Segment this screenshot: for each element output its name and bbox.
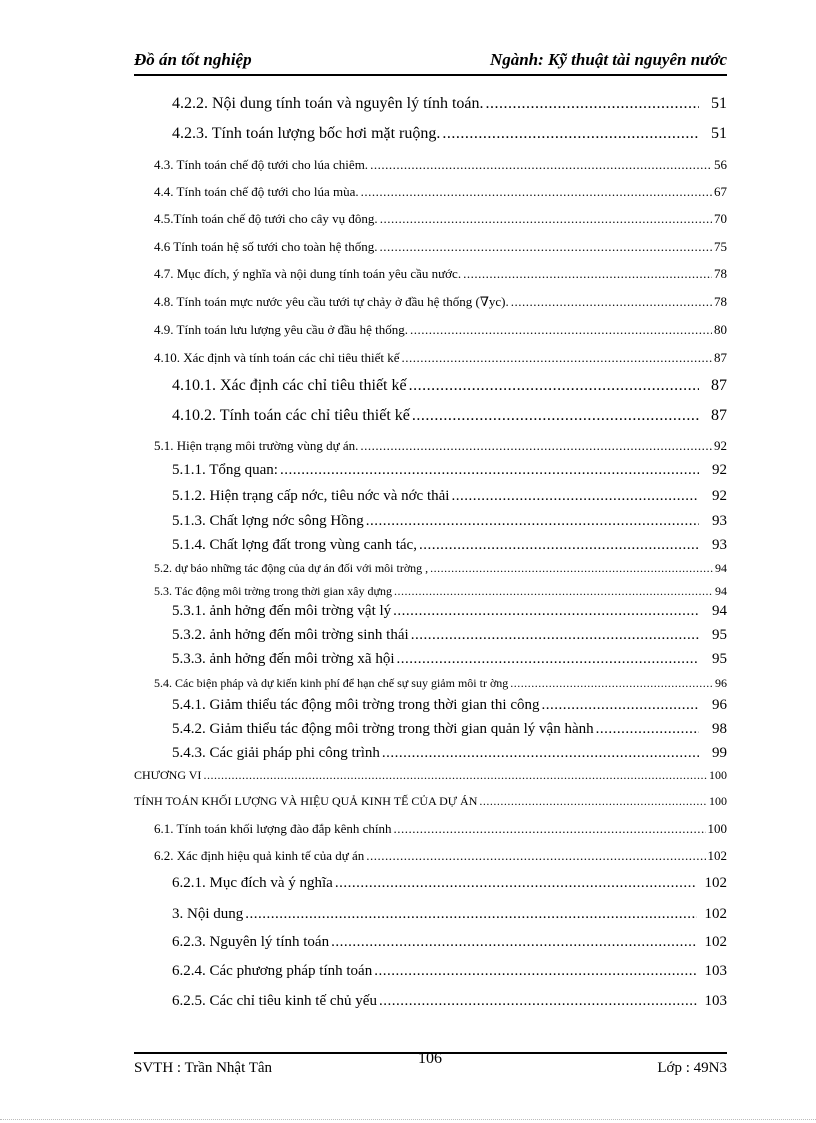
- toc-entry[interactable]: [154, 184, 727, 200]
- toc-entry[interactable]: [172, 603, 727, 620]
- header-major: Ngành: Kỹ thuật tài nguyên nước: [489, 50, 727, 69]
- toc-entry-title: 4.9. Tính toán lưu lượng yêu cầu ở đầu hệ thống.: [154, 322, 408, 337]
- toc-entry-title: CHƯƠNG VI: [134, 768, 202, 782]
- toc-entry-page: 95: [712, 651, 727, 667]
- toc-entry-page: 94: [715, 584, 727, 598]
- toc-entry[interactable]: [172, 462, 727, 479]
- toc-entry[interactable]: [154, 438, 727, 454]
- toc-entry[interactable]: [172, 697, 727, 714]
- toc-entry-page: 78: [714, 266, 727, 281]
- toc-entry[interactable]: [154, 848, 727, 864]
- toc-entry[interactable]: [172, 934, 727, 951]
- toc-entry-page: 87: [711, 407, 727, 424]
- toc-entry-page: 96: [715, 676, 727, 690]
- toc-entry-page: 51: [711, 125, 727, 142]
- toc-entry-title: 5.2. dự báo những tác động của dự án đối với môi trờng ,: [154, 561, 429, 575]
- toc-entry-title: 5.4.2. Giảm thiểu tác động môi trờng trong thời gian quản lý vận hành: [172, 721, 594, 737]
- toc-entry-page: 56: [714, 157, 727, 172]
- toc-entry-title: 4.7. Mục đích, ý nghĩa và nội dung tính toán yêu cầu nước.: [154, 266, 462, 281]
- toc-entry-title: 3. Nội dung: [172, 906, 244, 922]
- page-header: [134, 48, 727, 76]
- footer-student-name: SVTH : Trần Nhật Tân: [134, 1060, 273, 1076]
- toc-entry-title: 6.1. Tính toán khối lượng đào đắp kênh chính: [154, 821, 392, 836]
- toc-entry-page: 96: [712, 697, 727, 713]
- toc-entry-title: 5.4.1. Giảm thiểu tác động môi trờng trong thời gian thi công: [172, 697, 540, 713]
- toc-entry[interactable]: [172, 377, 727, 395]
- toc-entry-title: 6.2.1. Mục đích và ý nghĩa: [172, 875, 333, 891]
- toc-entry[interactable]: [172, 993, 727, 1010]
- toc-entry-title: 4.10.2. Tính toán các chỉ tiêu thiết kế: [172, 407, 410, 424]
- toc-entry-title: 4.2.2. Nội dung tính toán và nguyên lý tính toán.: [172, 95, 484, 112]
- toc-entry[interactable]: [154, 266, 727, 282]
- toc-entry[interactable]: [154, 676, 727, 691]
- page-bottom-divider: [0, 1119, 816, 1120]
- toc-entry-title: 4.5.Tính toán chế độ tưới cho cây vụ đông.: [154, 211, 378, 226]
- toc-entry-page: 102: [707, 848, 727, 863]
- toc-entry-page: 103: [704, 993, 727, 1009]
- toc-entry[interactable]: [172, 721, 727, 738]
- toc-entry[interactable]: [154, 294, 727, 310]
- toc-entry-title: 4.3. Tính toán chế độ tưới cho lúa chiêm.: [154, 157, 369, 172]
- toc-entry[interactable]: [154, 239, 727, 255]
- toc-entry-page: 100: [707, 821, 727, 836]
- toc-entry[interactable]: [172, 95, 727, 113]
- toc-entry-page: 51: [711, 95, 727, 112]
- toc-entry-page: 75: [714, 239, 727, 254]
- toc-entry-page: 102: [704, 906, 727, 922]
- toc-entry-page: 67: [714, 184, 727, 199]
- toc-entry-title: 4.2.3. Tính toán lượng bốc hơi mặt ruộng.: [172, 125, 441, 142]
- toc-entry-title: 4.8. Tính toán mực nước yêu cầu tưới tự chảy ở đầu hệ thống (∇yc).: [154, 294, 509, 309]
- toc-entry[interactable]: [172, 875, 727, 892]
- toc-entry-page: 92: [712, 462, 727, 478]
- toc-entry[interactable]: [172, 745, 727, 762]
- toc-entry-title: 6.2.3. Nguyên lý tính toán: [172, 934, 330, 950]
- toc-entry[interactable]: [172, 963, 727, 980]
- footer-page-number: 106: [418, 1050, 442, 1067]
- toc-entry-title: 5.4.3. Các giải pháp phi công trình: [172, 745, 380, 761]
- toc-entry[interactable]: [154, 821, 727, 837]
- toc-entry[interactable]: [172, 488, 727, 505]
- footer-class: Lớp : 49N3: [657, 1060, 727, 1076]
- header-thesis-title: Đồ án tốt nghiệp: [134, 50, 252, 69]
- toc-entry-title: 4.4. Tính toán chế độ tưới cho lúa mùa.: [154, 184, 359, 199]
- toc-chapter-entry[interactable]: [134, 768, 727, 783]
- toc-entry-title: 5.1.3. Chất lợng nớc sông Hồng: [172, 513, 364, 529]
- toc-entry-page: 94: [712, 603, 727, 619]
- toc-entry[interactable]: [172, 407, 727, 425]
- toc-entry-title: 5.4. Các biện pháp và dự kiến kinh phí để hạn chế sự suy giảm môi tr ờng: [154, 676, 509, 690]
- toc-entry[interactable]: [154, 350, 727, 366]
- toc-entry-page: 92: [714, 438, 727, 453]
- toc-entry-page: 87: [714, 350, 727, 365]
- toc-entry-page: 78: [714, 294, 727, 309]
- toc-entry[interactable]: [154, 561, 727, 576]
- toc-entry-title: 5.1. Hiện trạng môi trường vùng dự án.: [154, 438, 359, 453]
- toc-entry-title: TÍNH TOÁN KHỐI LƯỢNG VÀ HIỆU QUẢ KINH TẾ CỦA DỰ ÁN: [134, 794, 478, 808]
- toc-entry-page: 102: [704, 875, 727, 891]
- toc-entry[interactable]: [154, 322, 727, 338]
- toc-chapter-title-entry[interactable]: [134, 794, 727, 809]
- toc-entry[interactable]: [172, 651, 727, 668]
- toc-entry-page: 87: [711, 377, 727, 394]
- toc-entry-title: 5.3.2. ảnh hởng đến môi trờng sinh thái: [172, 627, 409, 643]
- page-footer: [134, 1052, 727, 1084]
- toc-entry-title: 5.1.2. Hiện trạng cấp nớc, tiêu nớc và nớc thải: [172, 488, 450, 504]
- toc-entry-page: 103: [704, 963, 727, 979]
- toc-entry[interactable]: [172, 537, 727, 554]
- toc-entry-title: 4.6 Tính toán hệ số tưới cho toàn hệ thống.: [154, 239, 378, 254]
- toc-entry-title: 5.1.1. Tổng quan:: [172, 462, 278, 478]
- toc-entry-title: 5.3.3. ảnh hởng đến môi trờng xã hội: [172, 651, 395, 667]
- toc-entry-page: 98: [712, 721, 727, 737]
- toc-entry-page: 100: [709, 794, 727, 808]
- toc-entry-page: 93: [712, 513, 727, 529]
- toc-entry-title: 6.2.5. Các chỉ tiêu kinh tế chủ yếu: [172, 993, 377, 1009]
- toc-entry[interactable]: [172, 906, 727, 923]
- toc-entry[interactable]: [154, 211, 727, 227]
- toc-entry-title: 5.1.4. Chất lợng đất trong vùng canh tác,: [172, 537, 417, 553]
- toc-entry-title: 4.10. Xác định và tính toán các chỉ tiêu thiết kế: [154, 350, 400, 365]
- toc-entry-title: 6.2.4. Các phương pháp tính toán: [172, 963, 373, 979]
- toc-entry-page: 102: [704, 934, 727, 950]
- toc-entry[interactable]: [172, 627, 727, 644]
- toc-entry-title: 5.3. Tác động môi trờng trong thời gian xây dựng: [154, 584, 392, 598]
- toc-entry-page: 100: [709, 768, 727, 782]
- toc-entry-page: 99: [712, 745, 727, 761]
- toc-entry-title: 6.2. Xác định hiệu quả kinh tế của dự án: [154, 848, 365, 863]
- toc-entry-page: 94: [715, 561, 727, 575]
- toc-entry-title: 4.10.1. Xác định các chỉ tiêu thiết kế: [172, 377, 407, 394]
- toc-entry-page: 92: [712, 488, 727, 504]
- toc-entry-title: 5.3.1. ảnh hởng đến môi trờng vật lý: [172, 603, 392, 619]
- toc-entry[interactable]: [154, 584, 727, 599]
- toc-entry-page: 95: [712, 627, 727, 643]
- toc-entry[interactable]: [154, 157, 727, 173]
- toc-entry-page: 70: [714, 211, 727, 226]
- toc-entry-page: 80: [714, 322, 727, 337]
- toc-entry-page: 93: [712, 537, 727, 553]
- toc-entry[interactable]: [172, 125, 727, 143]
- toc-entry[interactable]: [172, 513, 727, 530]
